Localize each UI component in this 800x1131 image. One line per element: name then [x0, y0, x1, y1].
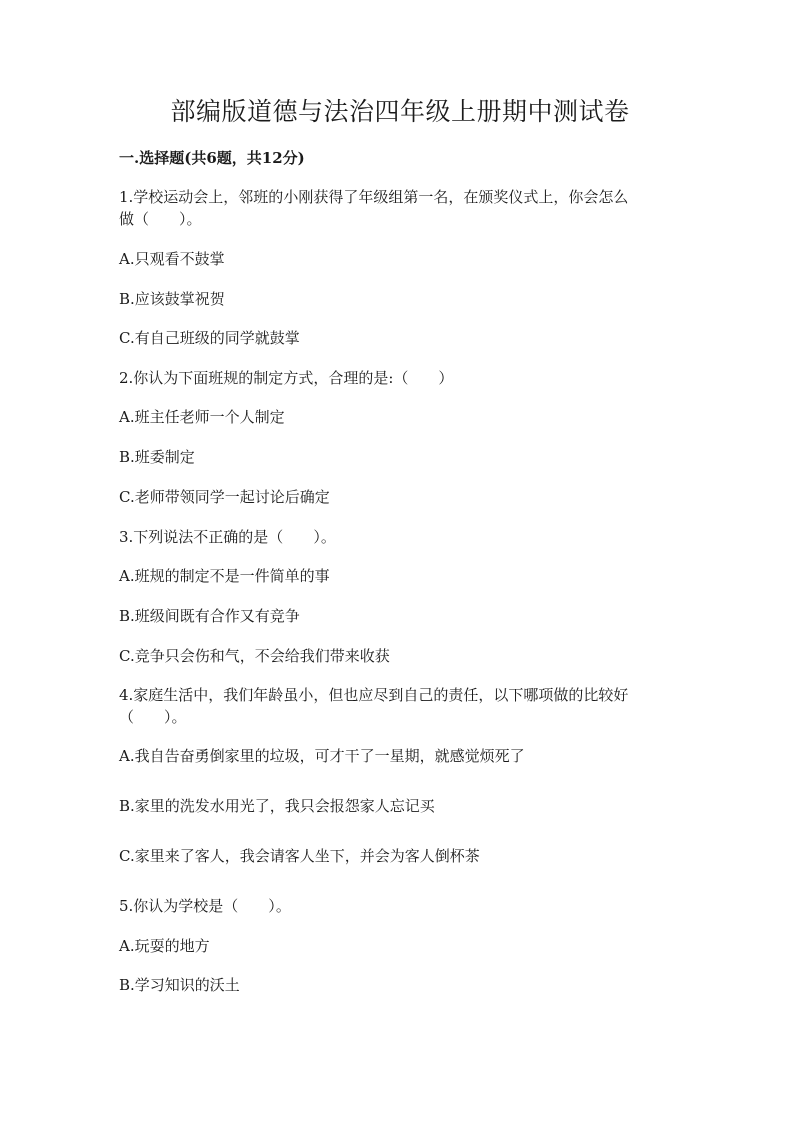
question-3-stem: 3.下列说法不正确的是（ ）。 [119, 528, 336, 546]
question-4-stem-line-1: 4.家庭生活中，我们年龄虽小，但也应尽到自己的责任，以下哪项做的比较好 [119, 686, 629, 704]
question-1-option-b: B.应该鼓掌祝贺 [119, 290, 225, 308]
question-2-stem: 2.你认为下面班规的制定方式，合理的是:（ ） [119, 369, 454, 387]
question-5-option-a: A.玩耍的地方 [119, 937, 210, 955]
question-1-stem-line-2: 做（ ）。 [119, 210, 202, 228]
question-1-stem-line-1: 1.学校运动会上，邻班的小刚获得了年级组第一名，在颁奖仪式上，你会怎么 [119, 188, 629, 206]
question-5-stem: 5.你认为学校是（ ）。 [119, 897, 291, 915]
question-3-option-a: A.班规的制定不是一件简单的事 [119, 567, 330, 585]
page-title: 部编版道德与法治四年级上册期中测试卷 [170, 97, 630, 126]
question-3-option-c: C.竞争只会伤和气，不会给我们带来收获 [119, 647, 390, 665]
question-5-option-b: B.学习知识的沃土 [119, 976, 240, 994]
question-2-option-c: C.老师带领同学一起讨论后确定 [119, 488, 330, 506]
question-3-option-b: B.班级间既有合作又有竞争 [119, 607, 300, 625]
section-heading: 一.选择题(共6题，共12分) [119, 149, 305, 167]
question-2-option-b: B.班委制定 [119, 448, 195, 466]
question-4-option-b: B.家里的洗发水用光了，我只会报怨家人忘记买 [119, 797, 435, 815]
question-4-option-c: C.家里来了客人，我会请客人坐下，并会为客人倒杯茶 [119, 847, 480, 865]
question-1-option-c: C.有自己班级的同学就鼓掌 [119, 329, 300, 347]
question-4-option-a: A.我自告奋勇倒家里的垃圾，可才干了一星期，就感觉烦死了 [119, 747, 525, 765]
question-4-stem-line-2: （ ）。 [119, 708, 187, 726]
question-2-option-a: A.班主任老师一个人制定 [119, 408, 285, 426]
question-1-option-a: A.只观看不鼓掌 [119, 250, 225, 268]
